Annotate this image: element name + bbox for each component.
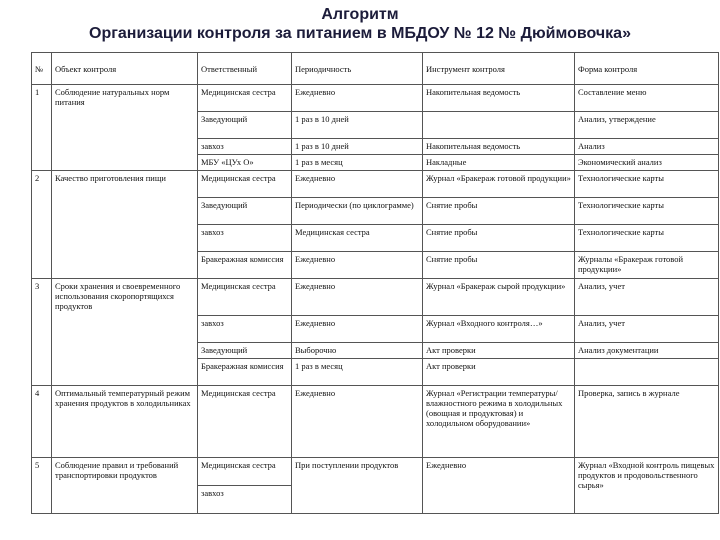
- tool-cell: Снятие пробы: [423, 225, 575, 252]
- header-tool: Инструмент контроля: [423, 53, 575, 85]
- control-object: Соблюдение натуральных норм питания: [52, 85, 198, 171]
- frequency-cell: Ежедневно: [292, 252, 423, 279]
- frequency-cell: Ежедневно: [292, 279, 423, 316]
- form-cell: Анализ, учет: [575, 279, 719, 316]
- responsible-cell: Заведующий: [198, 112, 292, 139]
- responsible-cell: Медицинская сестра: [198, 85, 292, 112]
- responsible-cell: Медицинская сестра: [198, 171, 292, 198]
- table-header-row: [32, 53, 719, 85]
- frequency-cell: 1 раз в 10 дней: [292, 139, 423, 155]
- row-number: 5: [32, 458, 52, 514]
- table-row: [32, 458, 719, 486]
- row-number: 3: [32, 279, 52, 386]
- table-row: [32, 171, 719, 198]
- tool-cell: Накладные: [423, 155, 575, 171]
- header-form: Форма контроля: [575, 53, 719, 85]
- frequency-cell: При поступлении продуктов: [292, 458, 423, 514]
- tool-cell: Снятие пробы: [423, 252, 575, 279]
- tool-cell: Журнал «Регистрации температуры/влажностного режима в холодильных (овощная и продуктовая) и холодильном оборудовании»: [423, 386, 575, 458]
- tool-cell: Ежедневно: [423, 458, 575, 514]
- header-frequency: Периодичность: [292, 53, 423, 85]
- header-object: Объект контроля: [52, 53, 198, 85]
- responsible-cell: завхоз: [198, 316, 292, 343]
- form-cell: Составление меню: [575, 85, 719, 112]
- tool-cell: Журнал «Бракераж готовой продукции»: [423, 171, 575, 198]
- frequency-cell: 1 раз в 10 дней: [292, 112, 423, 139]
- frequency-cell: Медицинская сестра: [292, 225, 423, 252]
- form-cell: Экономический анализ: [575, 155, 719, 171]
- form-cell: Технологические карты: [575, 171, 719, 198]
- responsible-cell: завхоз: [198, 486, 292, 514]
- frequency-cell: 1 раз в месяц: [292, 359, 423, 386]
- responsible-cell: Заведующий: [198, 198, 292, 225]
- row-number: 2: [32, 171, 52, 279]
- responsible-cell: Заведующий: [198, 343, 292, 359]
- form-cell: Проверка, запись в журнале: [575, 386, 719, 458]
- responsible-cell: МБУ «ЦУх О»: [198, 155, 292, 171]
- frequency-cell: Периодически (по циклограмме): [292, 198, 423, 225]
- table-row: [32, 279, 719, 316]
- tool-cell: Журнал «Бракераж сырой продукции»: [423, 279, 575, 316]
- tool-cell: Акт проверки: [423, 343, 575, 359]
- tool-cell: Журнал «Входного контроля…»: [423, 316, 575, 343]
- frequency-cell: Ежедневно: [292, 316, 423, 343]
- tool-cell: Снятие пробы: [423, 198, 575, 225]
- form-cell: Журнал «Входной контроль пищевых продуктов и продовольственного сырья»: [575, 458, 719, 514]
- page-title: Алгоритм: [321, 6, 399, 23]
- frequency-cell: Выборочно: [292, 343, 423, 359]
- header-num: №: [32, 53, 52, 85]
- form-cell: Технологические карты: [575, 225, 719, 252]
- form-cell: Технологические карты: [575, 198, 719, 225]
- responsible-cell: Медицинская сестра: [198, 386, 292, 458]
- page-subtitle: Организации контроля за питанием в МБДОУ № 12 № Дюймовочка»: [89, 25, 631, 42]
- frequency-cell: Ежедневно: [292, 171, 423, 198]
- control-object: Оптимальный температурный режим хранения продуктов в холодильниках: [52, 386, 198, 458]
- frequency-cell: Ежедневно: [292, 386, 423, 458]
- responsible-cell: завхоз: [198, 139, 292, 155]
- row-number: 4: [32, 386, 52, 458]
- responsible-cell: завхоз: [198, 225, 292, 252]
- responsible-cell: Бракеражная комиссия: [198, 359, 292, 386]
- tool-cell: Накопительная ведомость: [423, 85, 575, 112]
- control-object: Сроки хранения и своевременного использования скоропортящихся продуктов: [52, 279, 198, 386]
- control-table: [31, 52, 719, 514]
- tool-cell: [423, 112, 575, 139]
- responsible-cell: Медицинская сестра: [198, 458, 292, 486]
- row-number: 1: [32, 85, 52, 171]
- form-cell: [575, 359, 719, 386]
- table-row: [32, 386, 719, 458]
- form-cell: Анализ, утверждение: [575, 112, 719, 139]
- frequency-cell: Ежедневно: [292, 85, 423, 112]
- header-responsible: Ответственный: [198, 53, 292, 85]
- responsible-cell: Бракеражная комиссия: [198, 252, 292, 279]
- form-cell: Журналы «Бракераж готовой продукции»: [575, 252, 719, 279]
- frequency-cell: 1 раз в месяц: [292, 155, 423, 171]
- control-object: Соблюдение правил и требований транспортировки продуктов: [52, 458, 198, 514]
- form-cell: Анализ: [575, 139, 719, 155]
- form-cell: Анализ, учет: [575, 316, 719, 343]
- tool-cell: Акт проверки: [423, 359, 575, 386]
- responsible-cell: Медицинская сестра: [198, 279, 292, 316]
- control-object: Качество приготовления пищи: [52, 171, 198, 279]
- tool-cell: Накопительная ведомость: [423, 139, 575, 155]
- table-row: [32, 85, 719, 112]
- form-cell: Анализ документации: [575, 343, 719, 359]
